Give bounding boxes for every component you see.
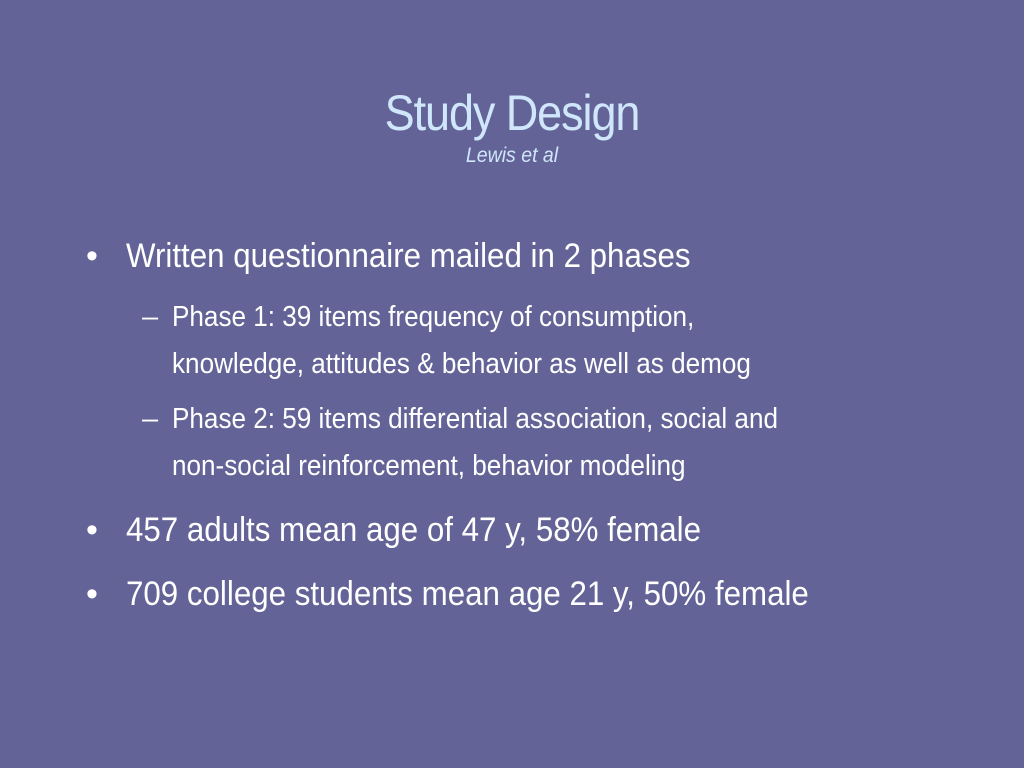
bullet-text: Written questionnaire mailed in 2 phases: [126, 237, 691, 275]
bullet-text: 457 adults mean age of 47 y, 58% female: [126, 511, 701, 549]
sub-bullet-text-line2: non-social reinforcement, behavior modeling: [172, 450, 686, 482]
sub-bullet-text-line2: knowledge, attitudes & behavior as well as demog: [172, 348, 751, 380]
sub-bullet-marker: –: [142, 403, 159, 435]
bullet-text: 709 college students mean age 21 y, 50% female: [126, 575, 809, 613]
sub-bullet-text-line1: Phase 2: 59 items differential association, social and: [172, 403, 778, 435]
slide-title: Study Design: [384, 85, 640, 141]
bullet-marker: •: [86, 511, 98, 549]
sub-bullet-text-line1: Phase 1: 39 items frequency of consumption,: [172, 301, 695, 333]
slide-subtitle: Lewis et al: [465, 144, 559, 167]
bullet-marker: •: [86, 575, 98, 613]
bullet-marker: •: [86, 237, 98, 275]
sub-bullet-marker: –: [142, 301, 159, 333]
